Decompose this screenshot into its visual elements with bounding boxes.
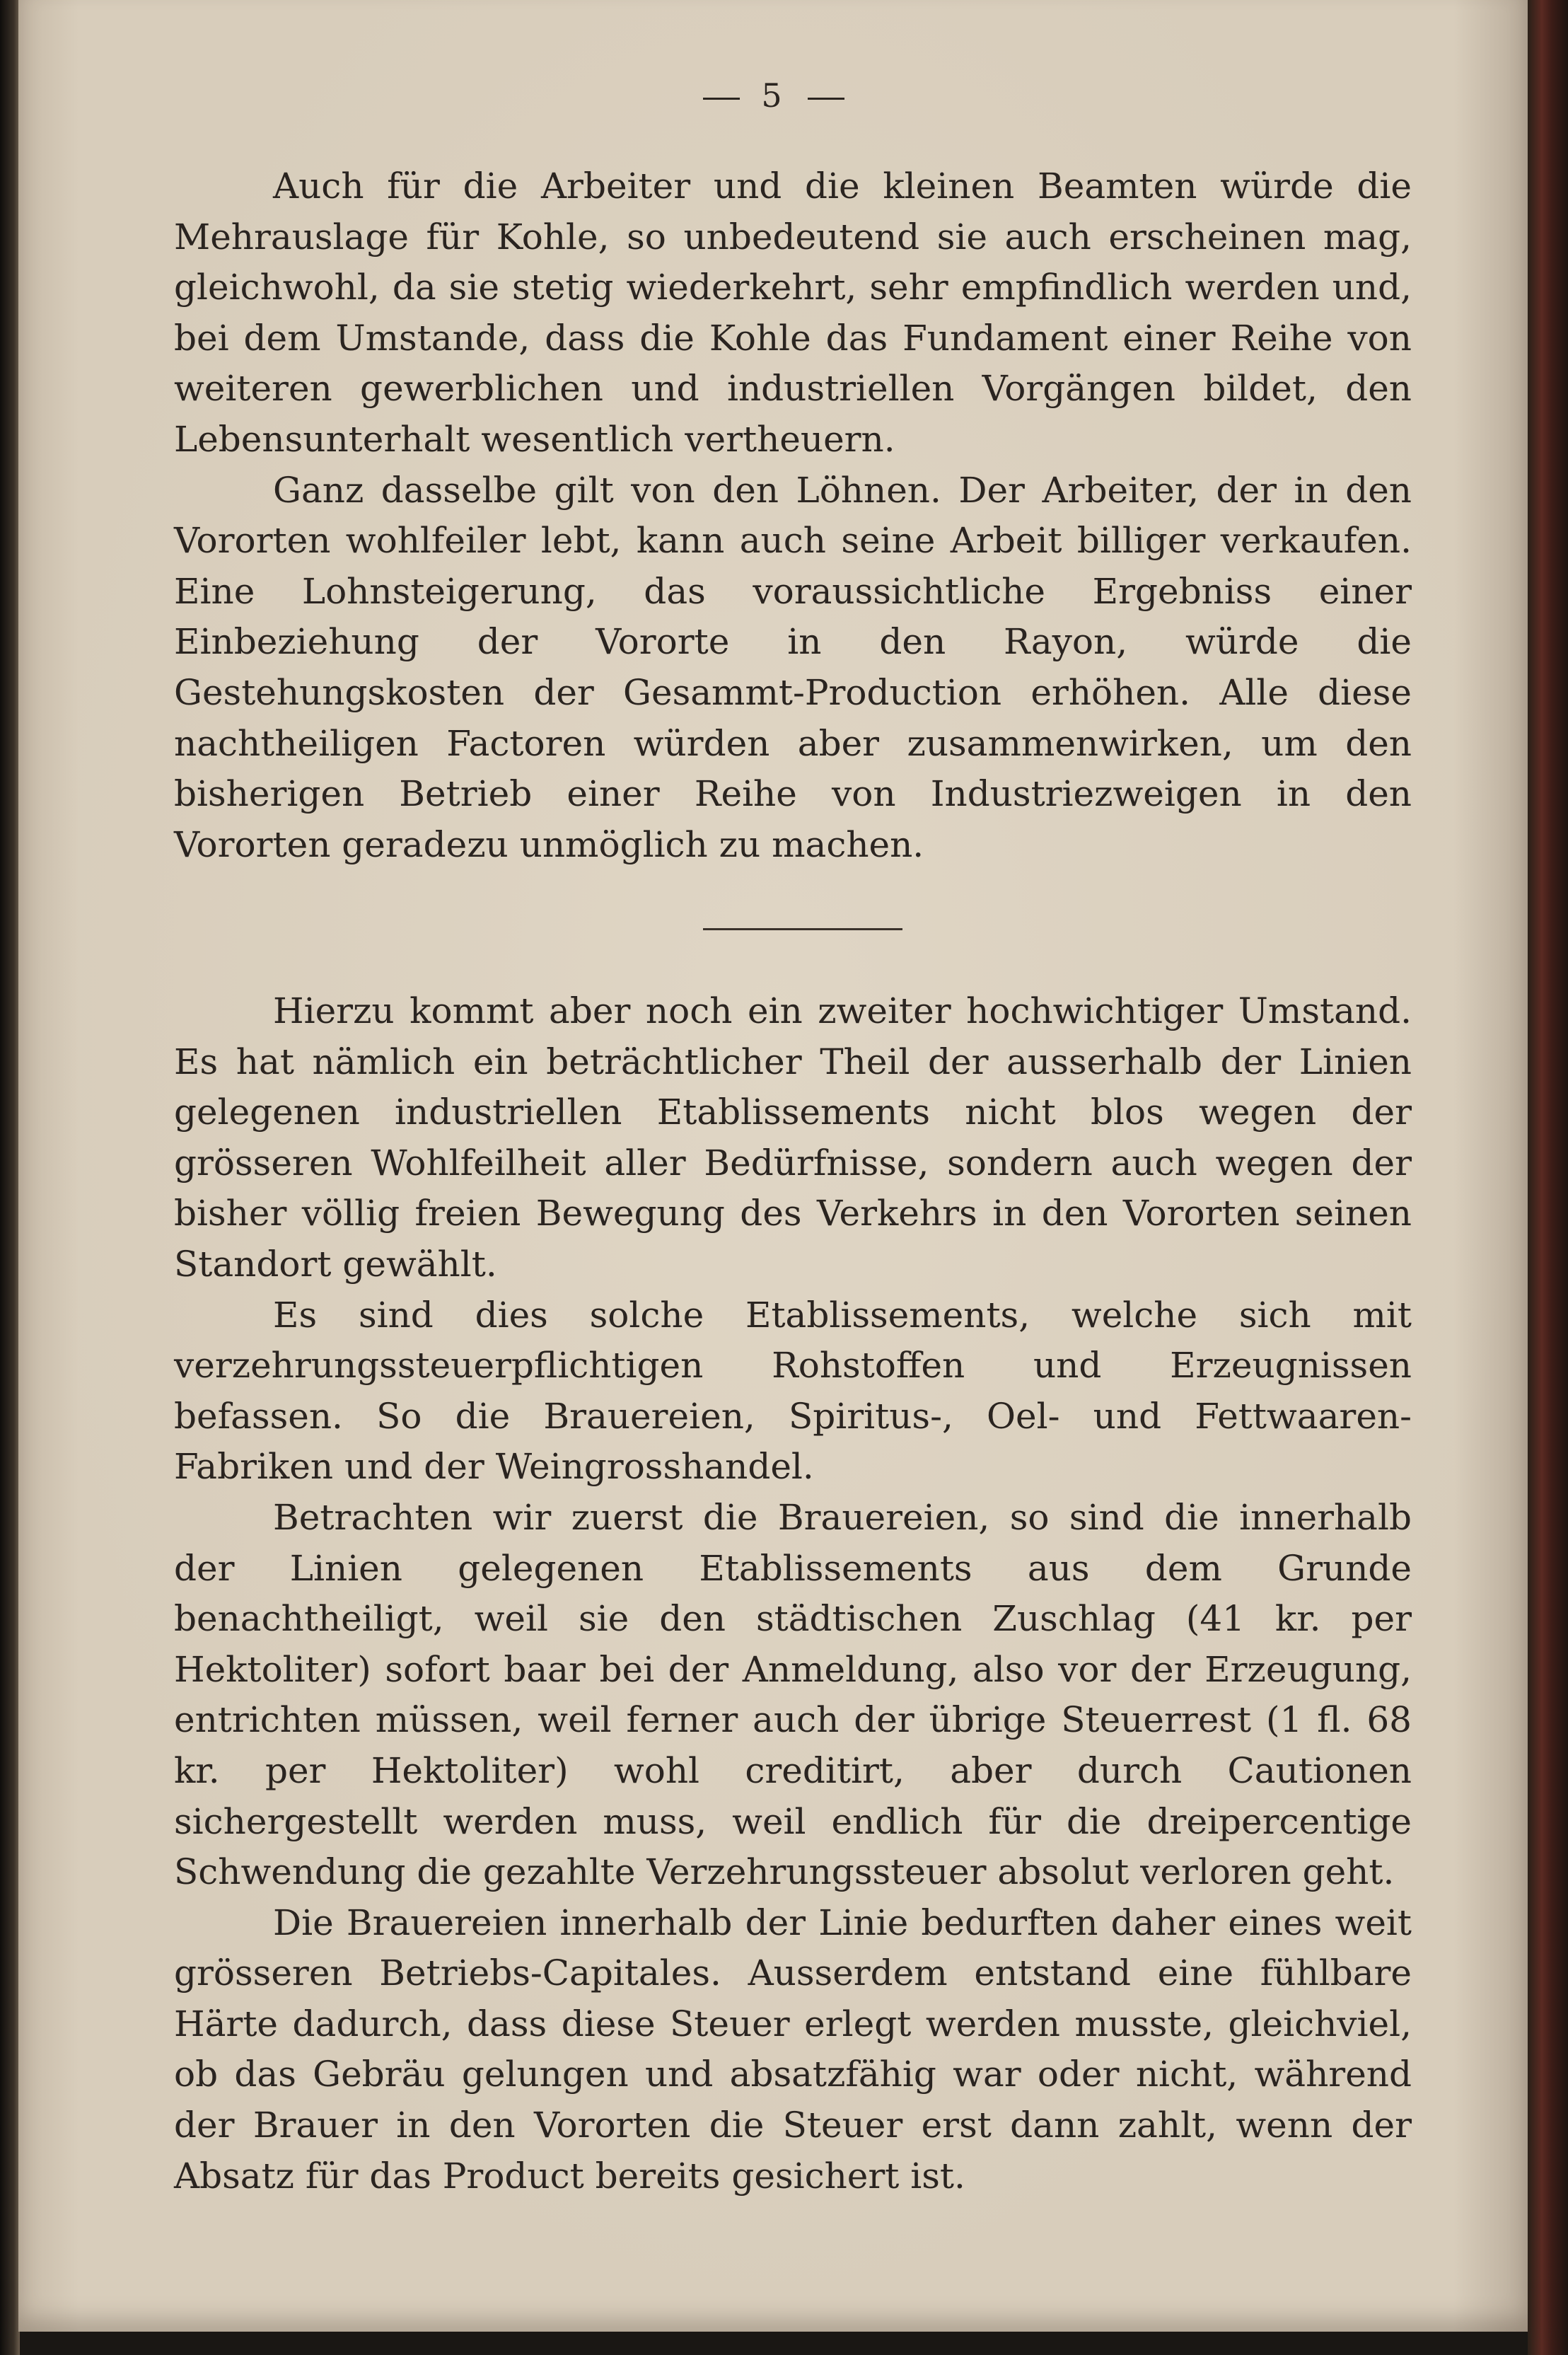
section-one xyxy=(174,161,1412,870)
book-page xyxy=(18,0,1529,2332)
section-two xyxy=(174,986,1412,2201)
header-dash-left xyxy=(703,98,740,100)
paragraph: Die Brauereien innerhalb der Linie bedurften daher eines weit grösseren Betriebs-Capitales. Ausserdem entstand eine fühlbare Härte dadurch, dass diese Steuer erlegt werden musste, gleichviel, ob das Gebräu gelungen und absatzfähig war oder nicht, während der Brauer in den Vororten die Steuer erst dann zahlt, wenn der Absatz für das Product bereits gesichert ist. xyxy=(174,1902,1412,2197)
header-dash-right xyxy=(808,98,844,100)
paragraph: Es sind dies solche Etablissements, welche sich mit verzehrungssteuerpflichtigen Rohstoffen und Erzeugnissen befassen. So die Brauereien, Spiritus-, Oel- und Fettwaaren-Fabriken und der Weingrosshandel. xyxy=(174,1294,1412,1488)
page-header xyxy=(18,76,1529,115)
paragraph: Betrachten wir zuerst die Brauereien, so sind die innerhalb der Linien gelegenen Etablissements aus dem Grunde benachtheiligt, weil sie den städtischen Zuschlag (41 kr. per Hektoliter) sofort baar bei der Anmeldung, also vor der Erzeugung, entrichten müssen, weil ferner auch der übrige Steuerrest (1 fl. 68 kr. per Hektoliter) wohl creditirt, aber durch Cautionen sichergestellt werden muss, weil endlich für die dreipercentige Schwendung die gezahlte Verzehrungssteuer absolut verloren geht. xyxy=(174,1496,1412,1893)
paragraph: Hierzu kommt aber noch ein zweiter hochwichtiger Umstand. Es hat nämlich ein beträchtlicher Theil der ausserhalb der Linien gelegenen industriellen Etablissements nicht blos wegen der grösseren Wohlfeilheit aller Bedürfnisse, sondern auch wegen der bisher völlig freien Bewegung des Verkehrs in den Vororten seinen Standort gewählt. xyxy=(174,990,1412,1285)
section-divider xyxy=(703,928,902,930)
page-number: 5 xyxy=(761,76,786,115)
paragraph: Auch für die Arbeiter und die kleinen Beamten würde die Mehrauslage für Kohle, so unbedeutend sie auch erscheinen mag, gleichwohl, da sie stetig wiederkehrt, sehr empfindlich werden und, bei dem Umstande, dass die Kohle das Fundament einer Reihe von weiteren gewerblichen und industriellen Vorgängen bildet, den Lebensunterhalt wesentlich vertheuern. xyxy=(174,166,1412,460)
paragraph: Ganz dasselbe gilt von den Löhnen. Der Arbeiter, der in den Vororten wohlfeiler lebt, kann auch seine Arbeit billiger verkaufen. Eine Lohnsteigerung, das voraussichtliche Ergebniss einer Einbeziehung der Vororte in den Rayon, würde die Gestehungskosten der Gesammt-Production erhöhen. Alle diese nachtheiligen Factoren würden aber zusammenwirken, um den bisherigen Betrieb einer Reihe von Industriezweigen in den Vororten geradezu unmöglich zu machen. xyxy=(174,469,1412,865)
book-spine-edge xyxy=(1528,0,1568,2355)
left-page-edge xyxy=(0,0,20,2355)
